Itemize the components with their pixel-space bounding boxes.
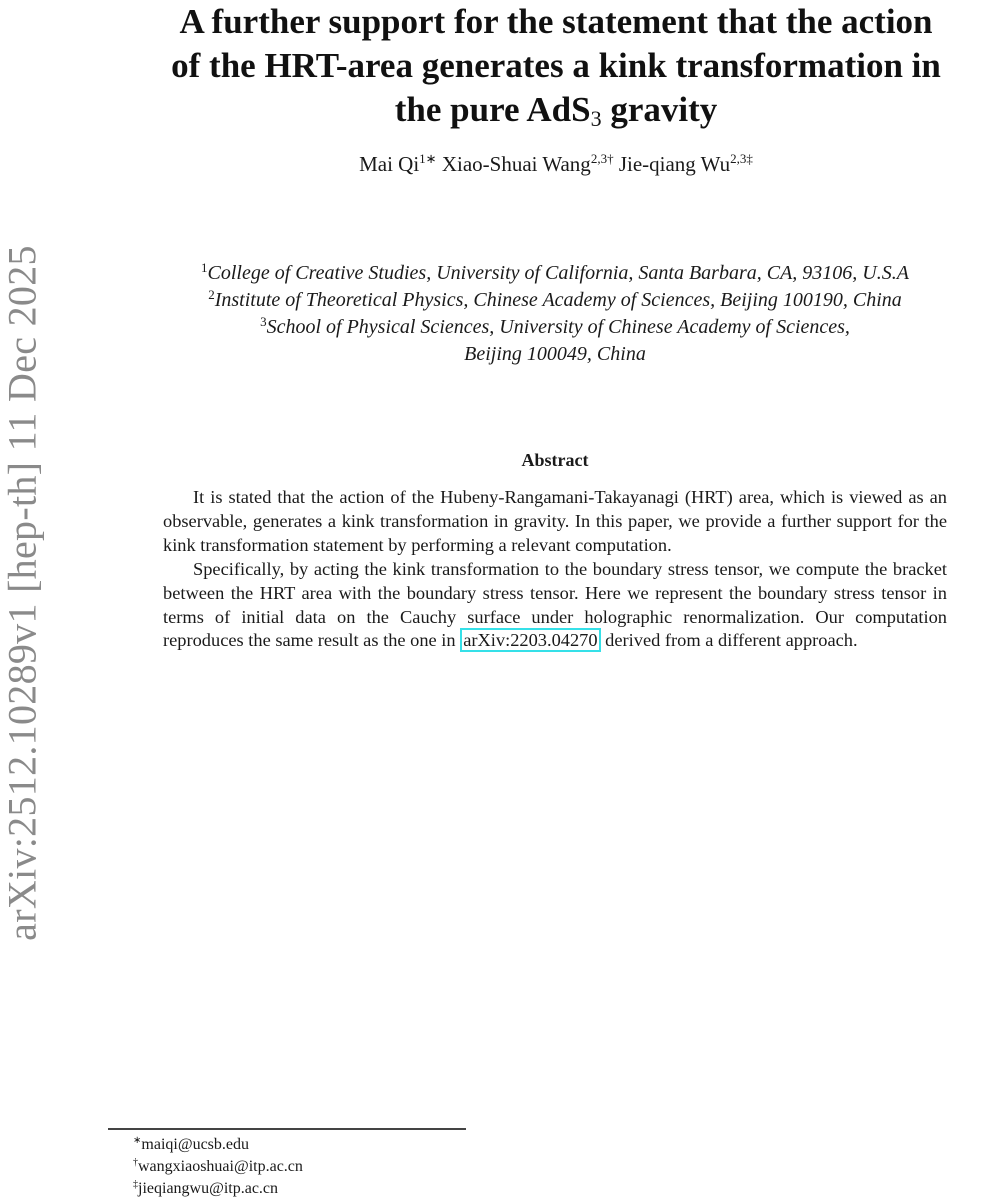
title-line-3-end: gravity	[601, 90, 718, 129]
footnote	[133, 1178, 303, 1200]
affiliation-1	[120, 260, 990, 287]
footnote	[133, 1156, 303, 1178]
abstract-heading: Abstract	[521, 450, 589, 470]
title-line-2: of the HRT-area generates a kink transformation in	[171, 46, 941, 85]
author-marks: 2,3†	[590, 151, 614, 166]
abstract-paragraph-1: It is stated that the action of the Hubeny-Rangamani-Takayanagi (HRT) area, which is viewed as an observable, generates a kink transformation in gravity. In this paper, we provide a further support for the kink transformation statement by performing a relevant computation.	[163, 487, 947, 555]
author-name: Mai Qi	[359, 152, 420, 176]
footnote-email: wangxiaoshuai@itp.ac.cn	[138, 1158, 303, 1175]
author-name: Xiao-Shuai Wang	[441, 152, 591, 176]
footnotes	[133, 1134, 303, 1200]
author-marks: 2,3‡	[730, 151, 753, 166]
affiliation-text: College of Creative Studies, University of California, Santa Barbara, CA, 93106, U.S.A	[207, 262, 909, 284]
author-list	[108, 150, 996, 178]
affiliations	[120, 260, 990, 368]
abstract-body	[163, 486, 947, 653]
footnote	[133, 1134, 303, 1156]
affiliation-2	[120, 287, 990, 314]
affiliation-number: 1	[201, 260, 208, 275]
arxiv-side-stamp	[0, 238, 44, 948]
author-marks: 1∗	[419, 151, 437, 166]
arxiv-identifier: arXiv:2512.10289v1 [hep-th] 11 Dec 2025	[0, 245, 45, 941]
footnote-mark: ‡	[133, 1179, 138, 1190]
footnote-rule	[108, 1128, 466, 1130]
affiliation-3	[120, 314, 990, 341]
abstract-paragraph-2	[163, 558, 947, 654]
affiliation-text: Institute of Theoretical Physics, Chinese Academy of Sciences, Beijing 100190, China	[214, 289, 902, 311]
affiliation-3-cont: Beijing 100049, China	[464, 343, 646, 365]
footnote-email: maiqi@ucsb.edu	[141, 1136, 249, 1153]
footnote-mark: †	[133, 1157, 138, 1168]
footnote-mark: ∗	[133, 1135, 142, 1146]
author-name: Jie-qiang Wu	[618, 152, 731, 176]
title-line-3-text: the pure AdS	[394, 90, 591, 129]
paper-title	[108, 0, 996, 132]
title-subscript: 3	[590, 106, 602, 131]
footnote-email: jieqiangwu@itp.ac.cn	[138, 1180, 279, 1197]
affiliation-number: 2	[208, 287, 215, 302]
arxiv-reference-link[interactable]: arXiv:2203.04270	[460, 628, 600, 652]
title-line-3	[108, 88, 996, 132]
affiliation-text: School of Physical Sciences, University of Chinese Academy of Sciences,	[266, 316, 850, 338]
abstract-text: Specifically, by acting the kink transformation to the boundary stress tensor, we compute the bracket between the HRT area with the boundary stress tensor. Here we represent the boundary stress tensor in terms of initial data on the Cauchy surface under holographic renormalization. Our computation reproduces the same result as the one in	[163, 558, 947, 651]
title-line-1: A further support for the statement that the action	[179, 2, 933, 41]
affiliation-number: 3	[260, 314, 267, 329]
abstract-text-end: derived from a different approach.	[600, 630, 858, 651]
